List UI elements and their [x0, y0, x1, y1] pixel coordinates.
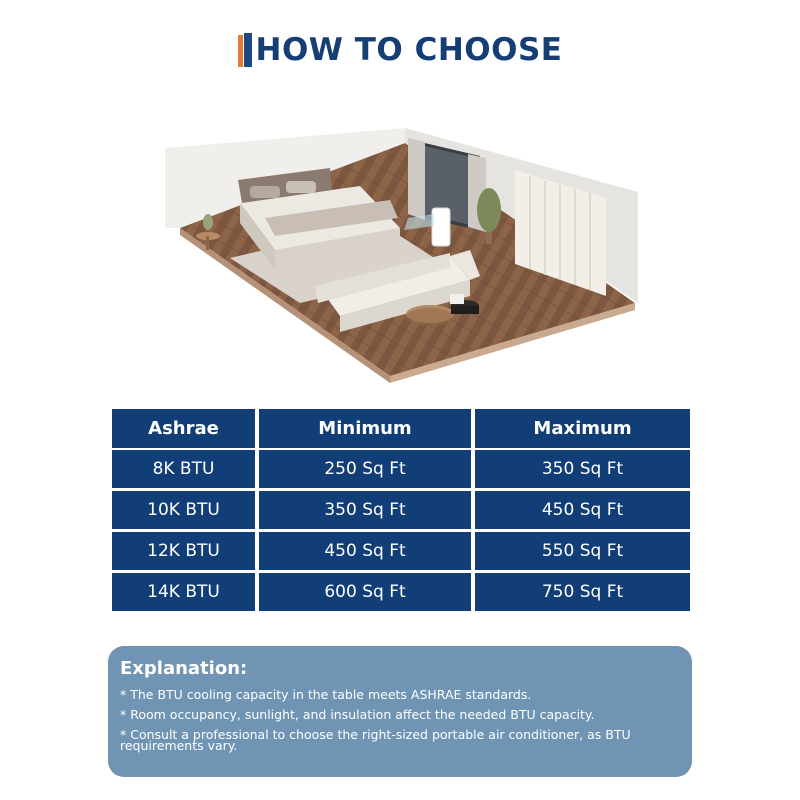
table-row [112, 450, 690, 488]
page-title: HOW TO CHOOSE [255, 32, 563, 68]
air-conditioner [432, 208, 450, 246]
cell-minimum: 450 Sq Ft [259, 532, 471, 570]
cell-maximum: 450 Sq Ft [475, 491, 690, 529]
table-row [112, 573, 690, 611]
cell-maximum: 350 Sq Ft [475, 450, 690, 488]
column-header-maximum: Maximum [475, 409, 690, 448]
table-header-row [112, 409, 690, 448]
cell-minimum: 600 Sq Ft [259, 573, 471, 611]
cell-btu: 14K BTU [112, 573, 255, 611]
cell-btu: 12K BTU [112, 532, 255, 570]
cell-btu: 8K BTU [112, 450, 255, 488]
explanation-panel [108, 646, 692, 777]
column-header-minimum: Minimum [259, 409, 471, 448]
cell-maximum: 750 Sq Ft [475, 573, 690, 611]
cell-minimum: 350 Sq Ft [259, 491, 471, 529]
plant [477, 188, 501, 232]
explanation-item: * Consult a professional to choose the right-sized portable air conditioner, as BTU requirements vary. [120, 727, 631, 753]
cell-maximum: 550 Sq Ft [475, 532, 690, 570]
column-header-ashrae: Ashrae [112, 409, 255, 448]
explanation-item: * Room occupancy, sunlight, and insulation affect the needed BTU capacity. [120, 707, 595, 722]
explanation-item: * The BTU cooling capacity in the table meets ASHRAE standards. [120, 687, 532, 702]
cell-minimum: 250 Sq Ft [259, 450, 471, 488]
cell-btu: 10K BTU [112, 491, 255, 529]
table-row [112, 532, 690, 570]
room-illustration [150, 118, 650, 388]
table-row [112, 491, 690, 529]
explanation-heading: Explanation: [120, 658, 248, 679]
btu-size-table [112, 409, 690, 614]
header [0, 28, 800, 72]
title-accent-mark [238, 33, 254, 67]
